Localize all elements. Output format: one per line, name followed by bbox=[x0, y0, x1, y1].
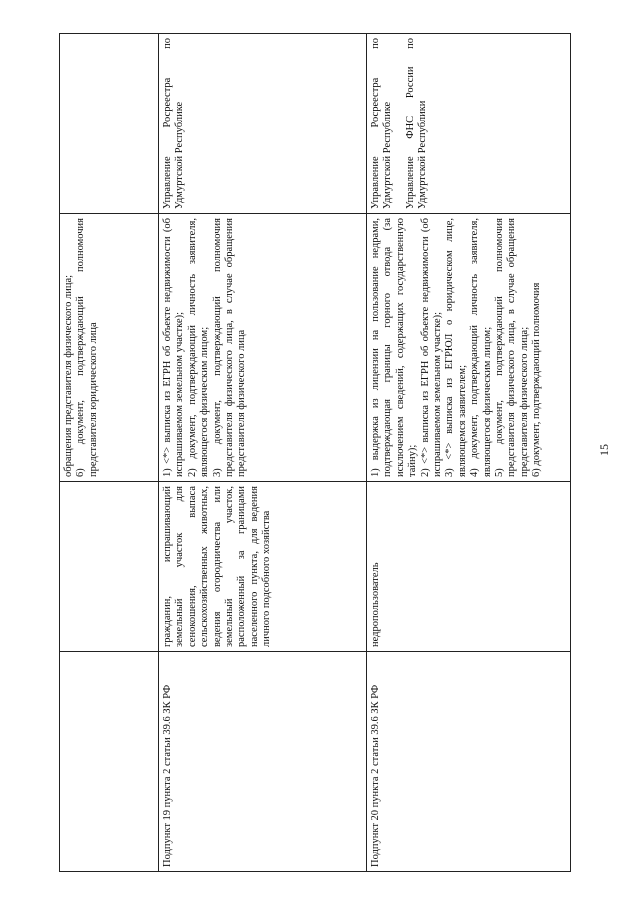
table-row bbox=[60, 34, 159, 872]
organization-cell bbox=[367, 34, 571, 214]
table-row bbox=[159, 34, 367, 872]
document-item: 4) документ, подтверждающий личность заявителя, являющегося физическим лицом; bbox=[469, 218, 493, 477]
document-item: 3) документ, подтверждающий полномочия представителя физического лица, в случае обращения представителя физического лица bbox=[211, 218, 248, 477]
organization-name: Управление ФНС России по Удмуртской Республики bbox=[404, 38, 429, 209]
document-item: 2) документ, подтверждающий личность заявителя, являющегося физическим лицом; bbox=[186, 218, 211, 477]
table-row bbox=[367, 34, 571, 872]
documents-cell bbox=[159, 214, 367, 482]
applicant-cell bbox=[60, 482, 159, 652]
documents-list bbox=[63, 218, 100, 477]
organization-name: Управление Росреестра по Удмуртской Республике bbox=[162, 38, 186, 209]
document-item: 6) документ, подтверждающий полномочия bbox=[531, 282, 543, 477]
documents-list bbox=[370, 218, 544, 477]
applicant-cell bbox=[367, 482, 571, 652]
document-item: 3) <*> выписка из ЕГРЮЛ о юридическом лице, являющемся заявителем; bbox=[444, 218, 468, 477]
applicant-text: гражданин, испрашивающий земельный участок для сенокошения, выпаса сельскохозяйственных животных, ведения огородничества или земельный участок, расположенный за границами населенного пункта, для ведения личного подсобного хозяйства bbox=[162, 486, 273, 647]
documents-list bbox=[162, 218, 249, 477]
documents-table bbox=[59, 33, 571, 872]
documents-cell bbox=[60, 214, 159, 482]
document-item: 2) <*> выписка из ЕГРН об объекте недвижимости (об испрашиваемом земельном участке); bbox=[419, 218, 444, 477]
basis-cell bbox=[367, 652, 571, 872]
document-item: 1) выдержка из лицензии на пользование недрами, подтверждающая границы горного отвода (за исключением сведений, содержащих государственную тайну); bbox=[370, 218, 419, 477]
organization-cell bbox=[159, 34, 367, 214]
documents-cell bbox=[367, 214, 571, 482]
document-item: 5) документ, подтверждающий полномочия представителя физического лица, в случае обращения представителя физического лица; bbox=[494, 218, 530, 477]
document-item: обращения представителя физического лица; bbox=[63, 274, 74, 477]
organization-cell bbox=[60, 34, 159, 214]
document-item: 1) <*> выписка из ЕГРН об объекте недвижимости (об испрашиваемом земельном участке); bbox=[162, 218, 186, 477]
basis-text: Подпункт 19 пункта 2 статьи 39.6 ЗК РФ bbox=[162, 684, 173, 867]
basis-text: Подпункт 20 пункта 2 статьи 39.6 ЗК РФ bbox=[370, 684, 381, 867]
page-number: 15 bbox=[597, 444, 611, 456]
document-item: 6) документ, подтверждающий полномочия представителя юридического лица bbox=[75, 218, 99, 477]
applicant-cell bbox=[159, 482, 367, 652]
organization-name: Управление Росреестра по Удмуртской Республике bbox=[370, 38, 394, 209]
basis-cell bbox=[159, 652, 367, 872]
applicant-text: недропользователь bbox=[370, 562, 381, 647]
basis-cell bbox=[60, 652, 159, 872]
